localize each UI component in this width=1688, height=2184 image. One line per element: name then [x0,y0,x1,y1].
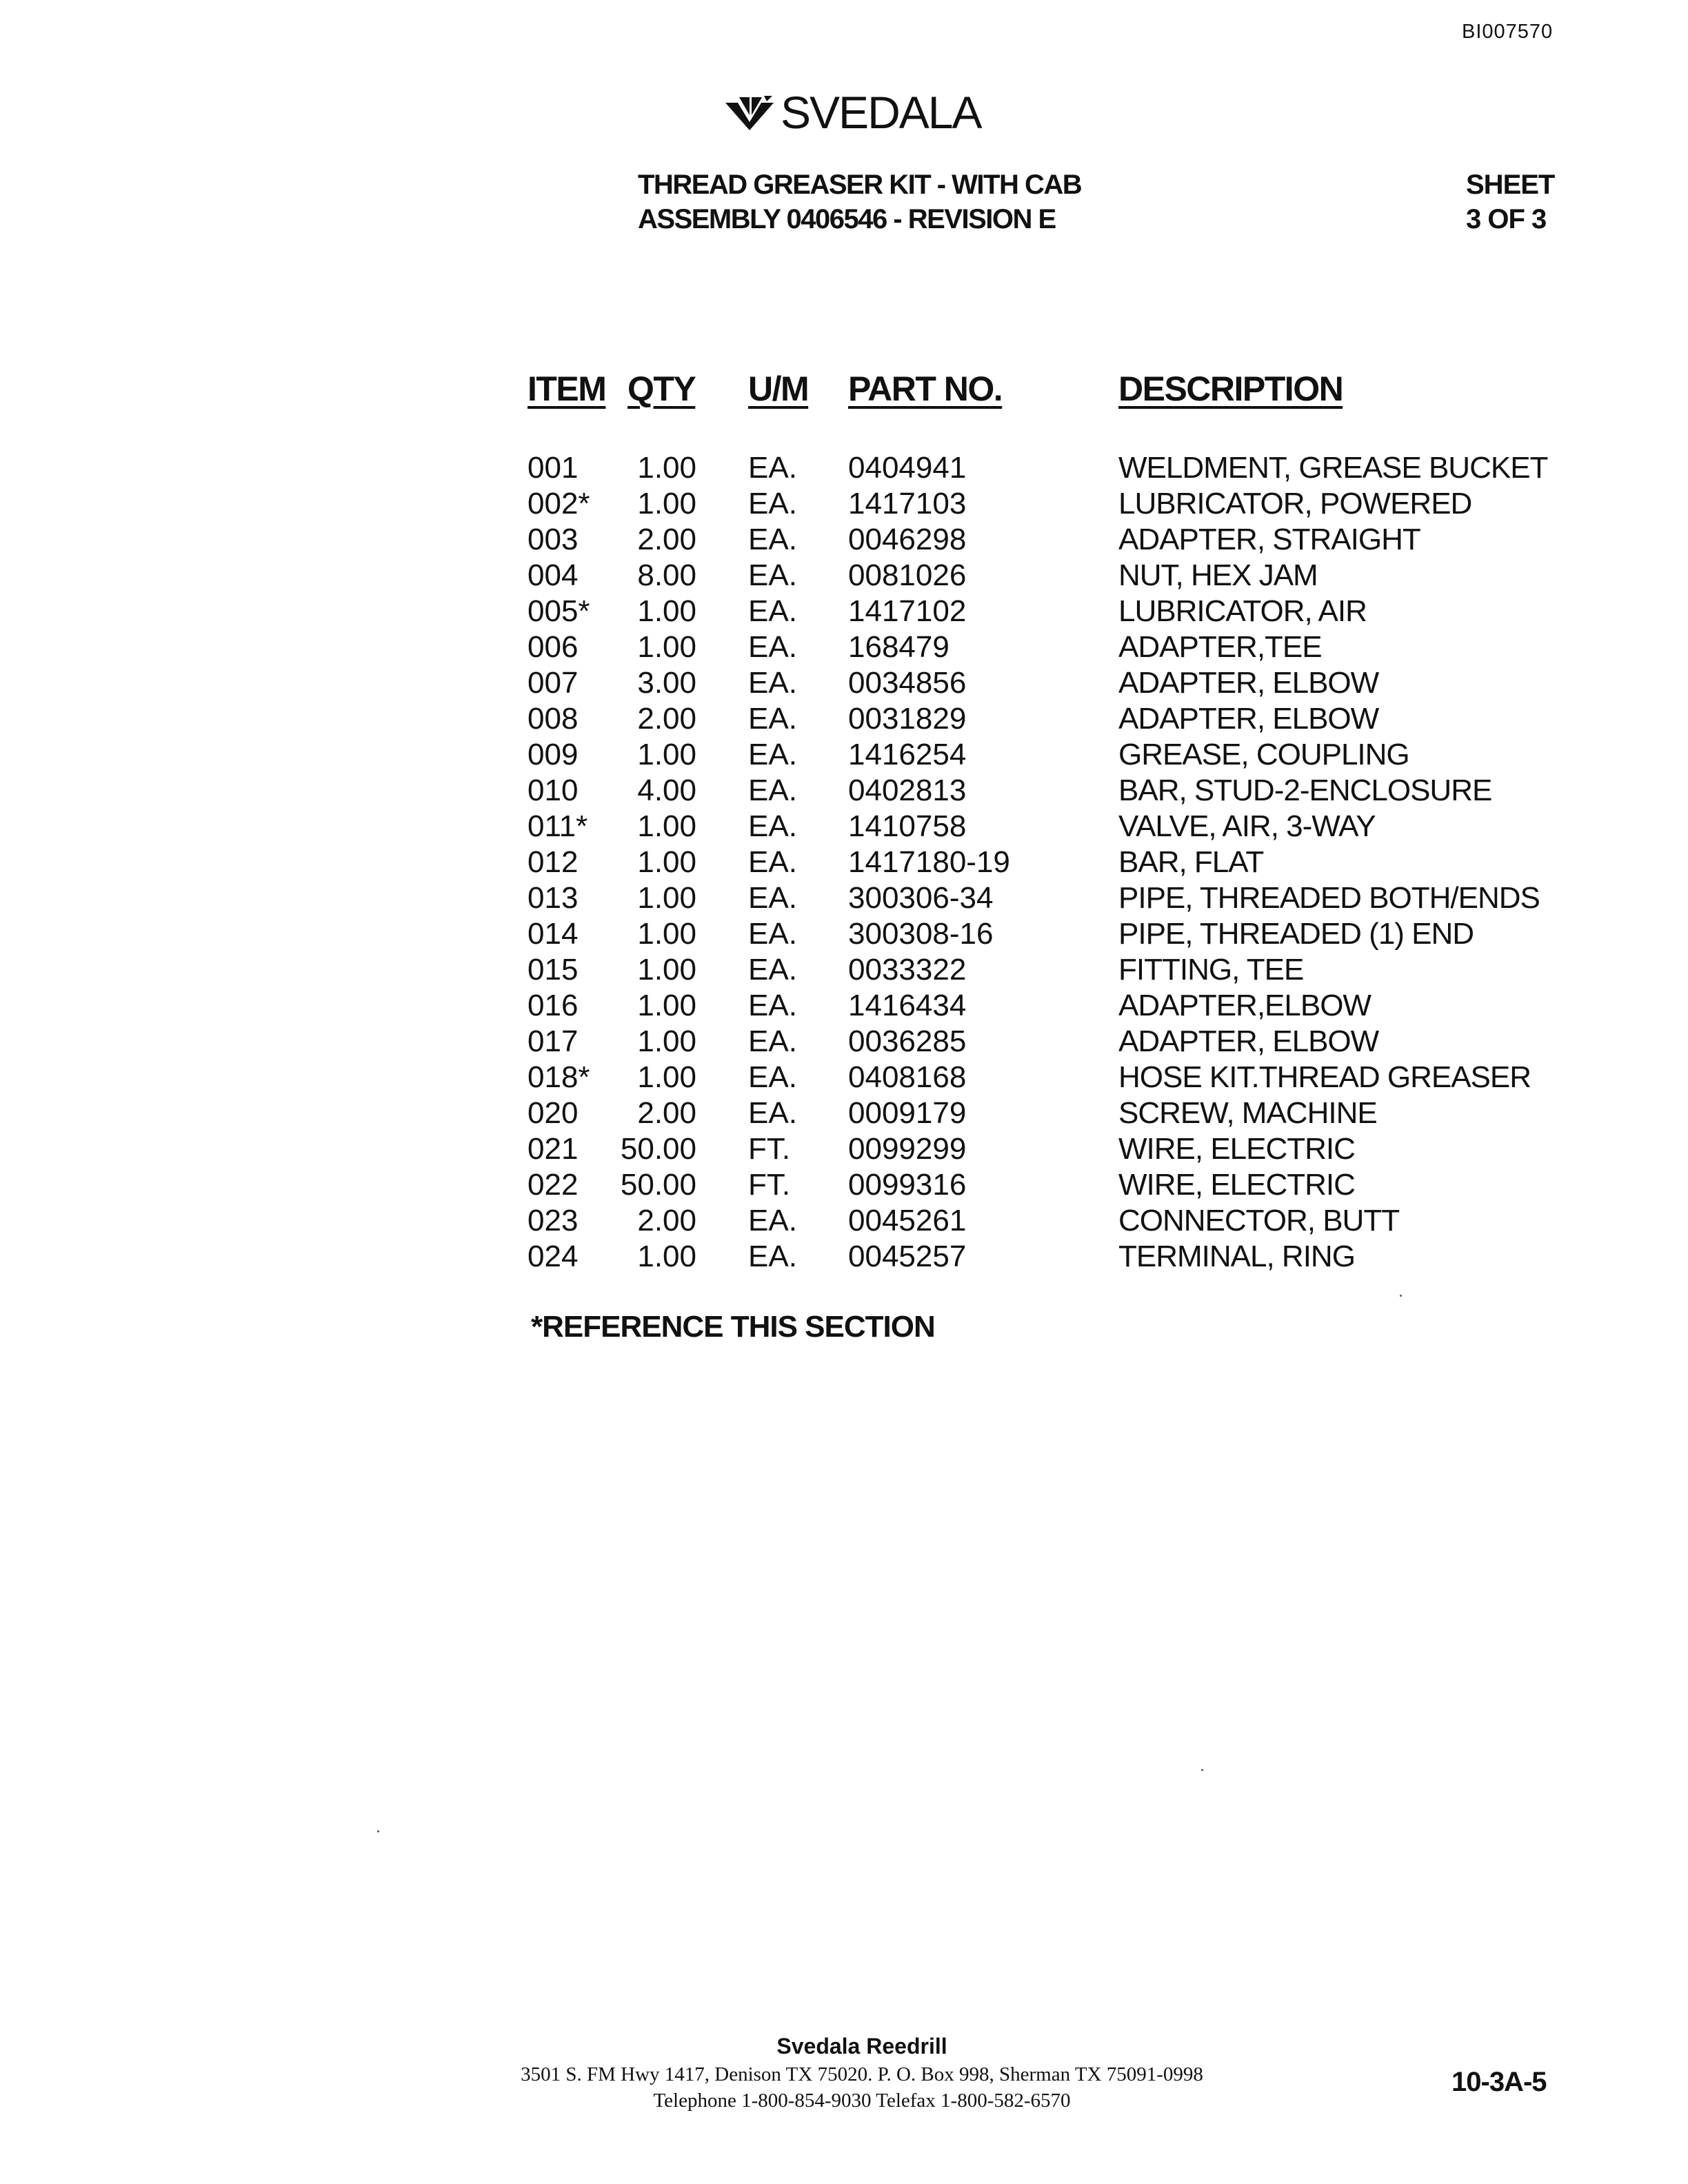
table-row [528,952,1527,988]
table-row [528,522,1527,558]
quantity: 1.00 [637,451,696,485]
unit-of-measure: FT. [748,1168,791,1202]
description: TERMINAL, RING [1118,1240,1355,1273]
table-row [528,1131,1527,1167]
description: ADAPTER, STRAIGHT [1118,523,1420,556]
part-number: 0031829 [848,702,967,736]
part-number: 0404941 [848,451,967,485]
description: WELDMENT, GREASE BUCKET [1118,451,1548,485]
table-row [528,665,1527,701]
part-number: 168479 [848,630,950,664]
unit-of-measure: EA. [748,1060,797,1094]
item-number: 018* [528,1060,590,1094]
table-row [528,558,1527,594]
description: ADAPTER, ELBOW [1118,666,1379,700]
part-number: 300306-34 [848,881,994,915]
table-row [528,701,1527,737]
quantity: 1.00 [637,845,696,879]
description: WIRE, ELECTRIC [1118,1168,1355,1202]
part-number: 1417180-19 [848,845,1010,879]
table-row [528,629,1527,665]
part-number: 1410758 [848,809,967,843]
part-number: 0099299 [848,1132,967,1166]
unit-of-measure: EA. [748,917,797,951]
part-number: 300308-16 [848,917,994,951]
part-number: 1417102 [848,594,967,628]
unit-of-measure: EA. [748,989,797,1022]
part-number: 0009179 [848,1096,967,1130]
quantity: 2.00 [637,1204,696,1237]
table-row [528,1239,1527,1275]
unit-of-measure: EA. [748,1096,797,1130]
scan-speck [377,1830,379,1832]
item-number: 014 [528,917,579,951]
part-number: 0099316 [848,1168,967,1202]
quantity: 8.00 [637,558,696,592]
quantity: 1.00 [637,881,696,915]
item-number: 015 [528,953,579,987]
quantity: 50.00 [620,1132,696,1166]
description: PIPE, THREADED BOTH/ENDS [1118,881,1540,915]
unit-of-measure: EA. [748,845,797,879]
item-number: 016 [528,989,579,1022]
quantity: 1.00 [637,594,696,628]
quantity: 2.00 [637,702,696,736]
reference-footnote: *REFERENCE THIS SECTION [531,1310,935,1344]
table-row [528,1095,1527,1131]
quantity: 1.00 [637,1060,696,1094]
unit-of-measure: EA. [748,1024,797,1058]
quantity: 3.00 [637,666,696,700]
quantity: 1.00 [637,809,696,843]
item-number: 003 [528,523,579,556]
item-number: 013 [528,881,579,915]
company-logo [724,81,981,143]
item-number: 002* [528,487,590,520]
quantity: 1.00 [637,953,696,987]
table-row [528,486,1527,522]
description: BAR, FLAT [1118,845,1264,879]
item-number: 020 [528,1096,579,1130]
table-row [528,809,1527,845]
page-footer [414,2031,1310,2114]
quantity: 2.00 [637,523,696,556]
sheet-value: 3 OF 3 [1466,204,1547,234]
table-row [528,1167,1527,1203]
header-item: ITEM [528,370,606,408]
footer-phone: Telephone 1-800-854-9030 Telefax 1-800-582-6570 [653,2090,1071,2112]
item-number: 010 [528,774,579,807]
table-row [528,450,1548,486]
logo-text: SVEDALA [781,87,981,138]
part-number: 0045257 [848,1240,967,1273]
table-row [528,594,1527,629]
part-number: 1416254 [848,738,967,771]
description: LUBRICATOR, AIR [1118,594,1367,628]
part-number: 0402813 [848,774,967,807]
item-number: 017 [528,1024,579,1058]
title-line-1: THREAD GREASER KIT - WITH CAB [638,170,1082,200]
description: SCREW, MACHINE [1118,1096,1377,1130]
header-um: U/M [748,370,809,408]
description: GREASE, COUPLING [1118,738,1409,771]
quantity: 1.00 [637,487,696,520]
unit-of-measure: EA. [748,630,797,664]
item-number: 023 [528,1204,579,1237]
part-number: 0034856 [848,666,967,700]
description: WIRE, ELECTRIC [1118,1132,1355,1166]
unit-of-measure: EA. [748,523,797,556]
quantity: 1.00 [637,989,696,1022]
item-number: 021 [528,1132,579,1166]
table-row [528,737,1527,773]
item-number: 006 [528,630,579,664]
table-row [528,773,1527,809]
description: ADAPTER, ELBOW [1118,702,1379,736]
table-row [528,845,1527,880]
table-row [528,1024,1527,1060]
description: HOSE KIT.THREAD GREASER [1118,1060,1531,1094]
quantity: 1.00 [637,738,696,771]
sheet-label: SHEET [1466,170,1555,200]
item-number: 004 [528,558,579,592]
unit-of-measure: EA. [748,809,797,843]
document-title [638,168,1081,236]
quantity: 1.00 [637,1240,696,1273]
quantity: 1.00 [637,1024,696,1058]
description: FITTING, TEE [1118,953,1304,987]
scan-speck [1400,1295,1402,1297]
unit-of-measure: EA. [748,594,797,628]
item-number: 011* [528,809,588,843]
quantity: 2.00 [637,1096,696,1130]
header-qty: QTY [627,370,696,408]
description: NUT, HEX JAM [1118,558,1318,592]
item-number: 008 [528,702,579,736]
item-number: 022 [528,1168,579,1202]
footer-company: Svedala Reedrill [776,2034,947,2059]
document-id: BI007570 [1462,21,1554,43]
description: PIPE, THREADED (1) END [1118,917,1474,951]
sheet-indicator [1466,168,1554,236]
item-number: 007 [528,666,579,700]
description: LUBRICATOR, POWERED [1118,487,1472,520]
unit-of-measure: EA. [748,702,797,736]
table-row [528,880,1540,916]
footer-address: 3501 S. FM Hwy 1417, Denison TX 75020. P. O. Box 998, Sherman TX 75091-0998 [521,2063,1203,2085]
quantity: 1.00 [637,917,696,951]
item-number: 005* [528,594,590,628]
part-number: 1417103 [848,487,967,520]
unit-of-measure: EA. [748,487,797,520]
scan-speck [1201,1769,1203,1771]
quantity: 50.00 [620,1168,696,1202]
description: BAR, STUD-2-ENCLOSURE [1118,774,1492,807]
table-row [528,988,1527,1024]
header-part-no: PART NO. [848,370,1003,408]
parts-rows [528,450,1548,1275]
unit-of-measure: EA. [748,881,797,915]
description: ADAPTER,TEE [1118,630,1322,664]
unit-of-measure: EA. [748,953,797,987]
part-number: 0408168 [848,1060,967,1094]
quantity: 1.00 [637,630,696,664]
unit-of-measure: FT. [748,1132,791,1166]
item-number: 024 [528,1240,579,1273]
part-number: 0045261 [848,1204,967,1237]
unit-of-measure: EA. [748,558,797,592]
table-row [528,1203,1527,1239]
part-number: 0033322 [848,953,967,987]
page-code: 10-3A-5 [1451,2067,1547,2097]
part-number: 0046298 [848,523,967,556]
part-number: 0081026 [848,558,967,592]
title-line-2: ASSEMBLY 0406546 - REVISION E [638,204,1056,234]
part-number: 1416434 [848,989,967,1022]
unit-of-measure: EA. [748,451,797,485]
item-number: 001 [528,451,579,485]
unit-of-measure: EA. [748,1204,797,1237]
item-number: 009 [528,738,579,771]
part-number: 0036285 [848,1024,967,1058]
svedala-diamond-icon [724,94,775,130]
unit-of-measure: EA. [748,1240,797,1273]
description: ADAPTER, ELBOW [1118,1024,1379,1058]
description: VALVE, AIR, 3-WAY [1118,809,1376,843]
unit-of-measure: EA. [748,774,797,807]
description: ADAPTER,ELBOW [1118,989,1371,1022]
quantity: 4.00 [637,774,696,807]
item-number: 012 [528,845,579,879]
unit-of-measure: EA. [748,738,797,771]
table-row [528,916,1527,952]
description: CONNECTOR, BUTT [1118,1204,1400,1237]
header-description: DESCRIPTION [1118,370,1343,408]
unit-of-measure: EA. [748,666,797,700]
table-row [528,1060,1531,1095]
